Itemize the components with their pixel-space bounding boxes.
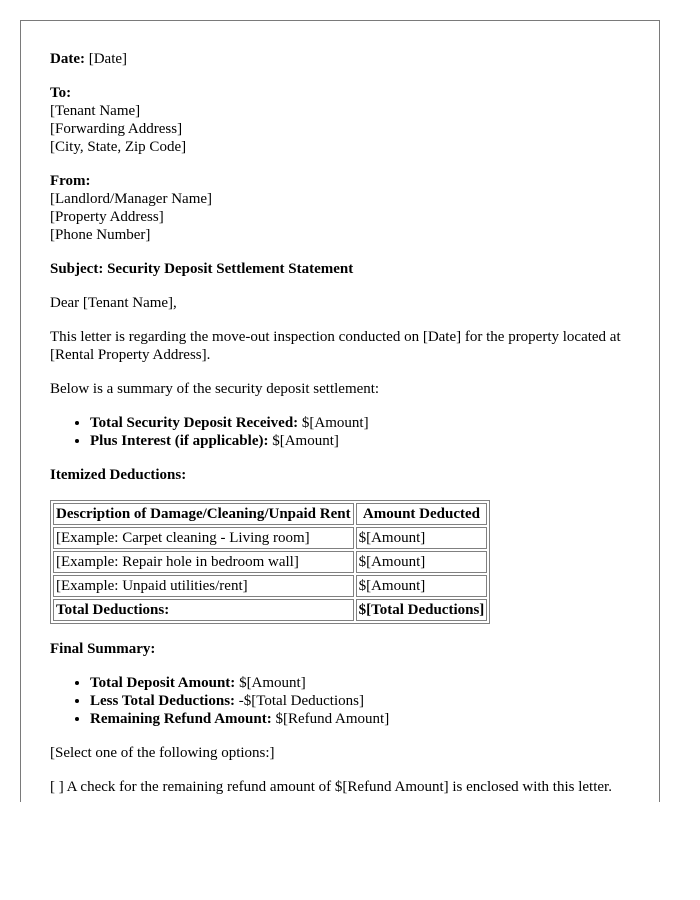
date-value: [Date] — [88, 51, 128, 67]
table-header-row — [53, 503, 487, 525]
deposit-list — [50, 414, 630, 450]
final-list — [50, 674, 630, 728]
table-cell: $[Total Deductions] — [356, 599, 488, 621]
table-cell: [Example: Carpet cleaning - Living room] — [53, 527, 354, 549]
to-block — [50, 84, 630, 156]
to-line: [Forwarding Address] — [50, 121, 183, 137]
document-page — [20, 20, 660, 802]
list-item — [90, 710, 630, 728]
option-check: [ ] A check for the remaining refund amount of $[Refund Amount] is enclosed with this letter. — [50, 779, 612, 795]
item-value: $[Amount] — [268, 433, 339, 449]
from-label: From: — [50, 173, 91, 189]
column-header: Description of Damage/Cleaning/Unpaid Rent — [53, 503, 354, 525]
options-intro: [Select one of the following options:] — [50, 745, 275, 761]
list-item — [90, 674, 630, 692]
from-line: [Landlord/Manager Name] — [50, 191, 213, 207]
table-cell: $[Amount] — [356, 527, 488, 549]
list-item — [90, 432, 630, 450]
from-line: [Phone Number] — [50, 227, 151, 243]
date-line — [50, 50, 630, 68]
salutation: Dear [Tenant Name], — [50, 295, 177, 311]
item-value: -$[Total Deductions] — [235, 693, 364, 709]
to-line: [Tenant Name] — [50, 103, 141, 119]
table-cell: Total Deductions: — [53, 599, 354, 621]
from-line: [Property Address] — [50, 209, 164, 225]
summary-intro: Below is a summary of the security deposit settlement: — [50, 381, 380, 397]
deductions-table — [50, 500, 490, 624]
table-cell: [Example: Repair hole in bedroom wall] — [53, 551, 354, 573]
table-row — [53, 575, 487, 597]
deductions-heading: Itemized Deductions: — [50, 467, 187, 483]
item-label: Total Security Deposit Received: — [90, 415, 299, 431]
subject-line: Subject: Security Deposit Settlement Statement — [50, 261, 354, 277]
table-cell: $[Amount] — [356, 551, 488, 573]
table-row — [53, 527, 487, 549]
from-block — [50, 172, 630, 244]
item-value: $[Amount] — [235, 675, 306, 691]
list-item — [90, 692, 630, 710]
to-label: To: — [50, 85, 72, 101]
table-total-row — [53, 599, 487, 621]
intro-paragraph: This letter is regarding the move-out inspection conducted on [Date] for the property located at [Rental Property Address]. — [50, 329, 621, 363]
table-cell: $[Amount] — [356, 575, 488, 597]
item-label: Less Total Deductions: — [90, 693, 236, 709]
item-value: $[Refund Amount] — [271, 711, 390, 727]
table-cell: [Example: Unpaid utilities/rent] — [53, 575, 354, 597]
final-heading: Final Summary: — [50, 641, 156, 657]
list-item — [90, 414, 630, 432]
item-label: Remaining Refund Amount: — [90, 711, 272, 727]
date-label: Date: — [50, 51, 85, 67]
table-row — [53, 551, 487, 573]
item-label: Plus Interest (if applicable): — [90, 433, 269, 449]
item-value: $[Amount] — [298, 415, 369, 431]
to-line: [City, State, Zip Code] — [50, 139, 187, 155]
column-header: Amount Deducted — [356, 503, 488, 525]
letter-content — [50, 50, 630, 802]
item-label: Total Deposit Amount: — [90, 675, 236, 691]
